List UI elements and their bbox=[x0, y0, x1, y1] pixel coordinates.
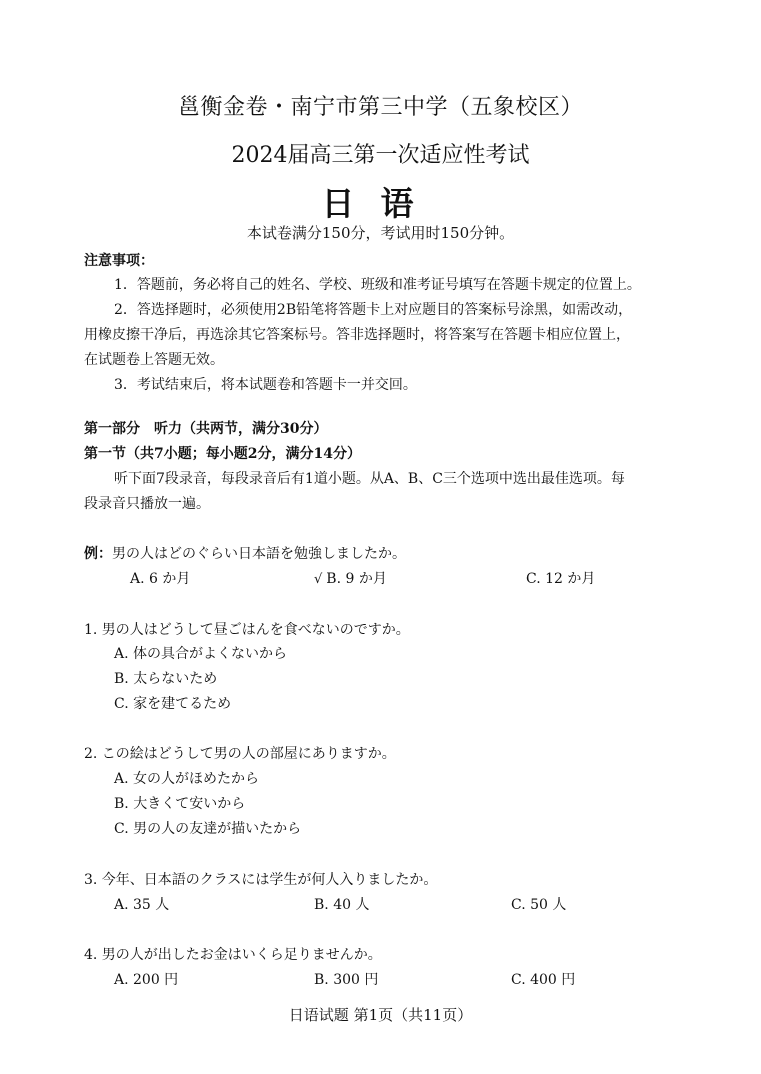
question-2-option-a: A. 女の人がほめたから bbox=[114, 771, 260, 787]
exam-title-line1: 邕衡金卷・南宁市第三中学（五象校区） bbox=[177, 95, 583, 120]
exam-title-line2: 2024届高三第一次适应性考试 bbox=[231, 143, 530, 168]
instructions-line2: 段录音只播放一遍。 bbox=[84, 496, 210, 512]
question-1-option-a: A. 体の具合がよくないから bbox=[114, 646, 288, 662]
question-4: 4. 男の人が出したお金はいくら足りませんか。 bbox=[84, 947, 382, 963]
notice-item-2-line1: 2．答选择题时，必须使用2B铅笔将答题卡上对应题目的答案标号涂黑，如需改动， bbox=[114, 302, 633, 318]
question-2-option-b: B. 大きくて安いから bbox=[114, 796, 246, 812]
question-4-option-a: A. 200 円 bbox=[114, 972, 179, 988]
part1-heading: 第一部分 听力（共两节，满分30分） bbox=[84, 421, 328, 437]
question-2: 2. この絵はどうして男の人の部屋にありますか。 bbox=[84, 746, 396, 762]
example-label: 例： bbox=[84, 546, 112, 562]
example-question bbox=[84, 543, 406, 563]
example-option-a: A. 6 か月 bbox=[130, 571, 191, 587]
question-3-option-c: C. 50 人 bbox=[511, 897, 567, 913]
question-3-option-b: B. 40 人 bbox=[314, 897, 370, 913]
notice-item-2-line3: 在试题卷上答题无效。 bbox=[84, 352, 224, 368]
example-option-b-wrap bbox=[314, 568, 387, 588]
example-option-c: C. 12 か月 bbox=[526, 571, 596, 587]
question-1-option-b: B. 太らないため bbox=[114, 671, 218, 687]
question-1-option-c: C. 家を建てるため bbox=[114, 696, 232, 712]
question-3-option-a: A. 35 人 bbox=[114, 897, 170, 913]
question-3: 3. 今年、日本語のクラスには学生が何人入りましたか。 bbox=[84, 872, 438, 888]
section1-heading: 第一节（共7小题；每小题2分，满分14分） bbox=[84, 446, 361, 462]
check-mark-icon: √ bbox=[314, 572, 323, 587]
exam-info: 本试卷满分150分，考试用时150分钟。 bbox=[246, 224, 515, 242]
subject-title: 日语 bbox=[321, 184, 440, 223]
question-2-option-c: C. 男の人の友達が描いたから bbox=[114, 821, 302, 837]
notice-heading: 注意事项： bbox=[84, 253, 154, 269]
example-option-b: B. 9 か月 bbox=[326, 571, 387, 587]
instructions-line1: 听下面7段录音，每段录音后有1道小题。从A、B、C三个选项中选出最佳选项。每 bbox=[114, 471, 625, 487]
question-4-option-c: C. 400 円 bbox=[511, 972, 576, 988]
notice-item-3: 3．考试结束后，将本试题卷和答题卡一并交回。 bbox=[114, 377, 417, 393]
question-4-option-b: B. 300 円 bbox=[314, 972, 379, 988]
question-1: 1. 男の人はどうして昼ごはんを食べないのですか。 bbox=[84, 622, 410, 638]
example-question-text: 男の人はどのぐらい日本語を勉強しましたか。 bbox=[112, 546, 406, 562]
page-footer: 日语试题 第1页（共11页） bbox=[288, 1006, 473, 1024]
notice-item-1: 1．答题前，务必将自己的姓名、学校、班级和准考证号填写在答题卡规定的位置上。 bbox=[114, 277, 641, 293]
notice-item-2-line2: 用橡皮擦干净后，再选涂其它答案标号。答非选择题时，将答案写在答题卡相应位置上， bbox=[84, 327, 630, 343]
